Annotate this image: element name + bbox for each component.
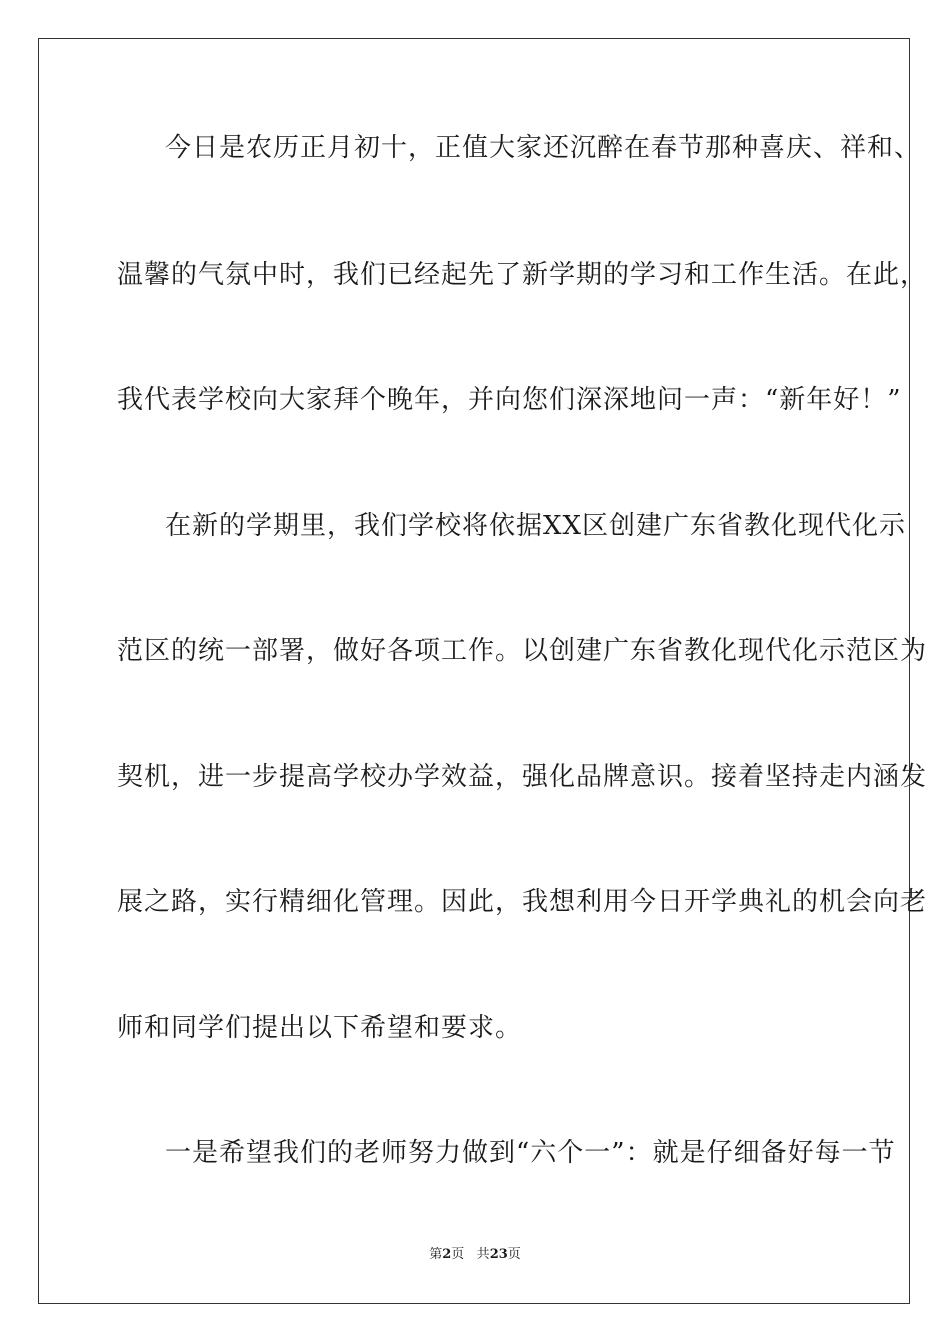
total-prefix: 共 — [476, 1247, 490, 1262]
paragraph-line: 今日是农历正月初十，正值大家还沉醉在春节那种喜庆、祥和、 — [165, 133, 922, 163]
paragraph-line: 在新的学期里，我们学校将依据XX区创建广东省教化现代化示 — [165, 511, 907, 541]
paragraph-line: 师和同学们提出以下希望和要求。 — [117, 1013, 523, 1043]
paragraph-line: 一是希望我们的老师努力做到“六个一”：就是仔细备好每一节 — [165, 1138, 896, 1168]
paragraph-line: 温馨的气氛中时，我们已经起先了新学期的学习和工作生活。在此， — [117, 260, 928, 290]
paragraph-line: 展之路，实行精细化管理。因此，我想利用今日开学典礼的机会向老 — [117, 887, 928, 917]
page-prefix: 第 — [429, 1247, 443, 1262]
total-suffix: 页 — [507, 1247, 521, 1262]
paragraph-line: 范区的统一部署，做好各项工作。以创建广东省教化现代化示范区为 — [117, 636, 928, 666]
page-number: 2 — [442, 1247, 452, 1262]
page-suffix: 页 — [451, 1247, 465, 1262]
page-footer — [0, 1246, 950, 1264]
paragraph-line: 契机，进一步提高学校办学效益，强化品牌意识。接着坚持走内涵发 — [117, 762, 928, 792]
page-border — [38, 38, 928, 1304]
paragraph-line: 我代表学校向大家拜个晚年，并向您们深深地问一声：“新年好！” — [117, 385, 902, 415]
total-pages: 23 — [489, 1247, 508, 1262]
